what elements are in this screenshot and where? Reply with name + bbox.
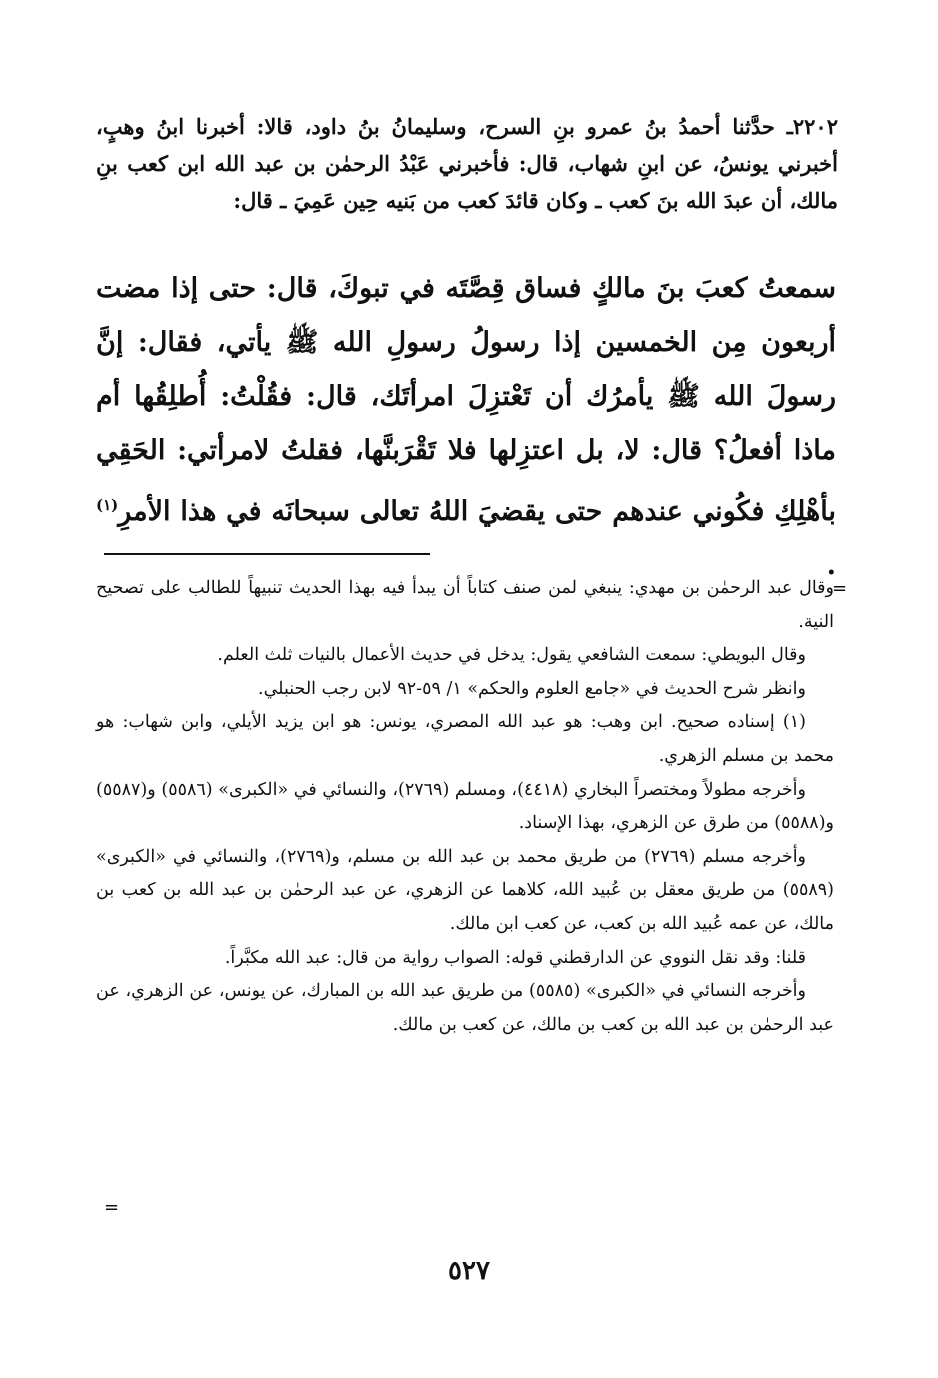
footnotes xyxy=(96,572,834,1042)
footnote-paragraph: وأخرجه النسائي في «الكبرى» (٥٥٨٥) من طريق عبد الله بن المبارك، عن يونس، عن الزهري، عن عبد الرحمٰن بن عبد الله بن كعب بن مالك، عن كعب بن مالك. xyxy=(96,981,834,1035)
continuation-mark-bottom: = xyxy=(104,1197,120,1218)
hadith-isnad: ٢٢٠٢ـ حدَّثنا أحمدُ بنُ عمرو بنِ السرح، وسليمانُ بنُ داود، قالا: أخبرنا ابنُ وهبٍ، أخبرني يونسُ، عن ابنِ شهاب، قال: فأخبرني عَبْدُ الرحمٰن بن عبد الله ابن كعب بنِ مالك، أن عبدَ الله بنَ كعب ـ وكان قائدَ كعب من بَنيه حِين عَمِيَ ـ قال: xyxy=(96,114,838,213)
hadith-matn-text: سمعتُ كعبَ بنَ مالكٍ فساق قِصَّتَه في تبوكَ، قال: حتى إذا مضت أربعون مِن الخمسين إذا رسولُ رسولِ الله ﷺ يأتي، فقال: إنَّ رسولَ الله ﷺ يأمرُك أن تَعْتزِلَ امرأتَك، قال: فقُلْتُ: أُطلِقُها أم ماذا أفعلُ؟ قال: لا، بل اعتزِلها فلا تَقْرَبنَّها، فقلتُ لامرأتي: الحَقِي بأهْلِكِ فكُوني عندهم حتى يقضيَ اللهُ تعالى سبحانَه في هذا الأمرِ xyxy=(96,273,836,527)
footnote-paragraph: وانظر شرح الحديث في «جامع العلوم والحكم» ١/ ٥٩-٩٢ لابن رجب الحنبلي. xyxy=(258,678,806,699)
footnote-paragraph: وأخرجه مطولاً ومختصراً البخاري (٤٤١٨)، ومسلم (٢٧٦٩)، والنسائي في «الكبرى» (٥٥٨٦) و(٥٥٨٧) و(٥٥٨٨) من طرق عن الزهري، بهذا الإسناد. xyxy=(96,779,834,834)
footnote-reference: (١) xyxy=(96,496,119,514)
hadith-matn-end: . xyxy=(826,550,836,581)
continuation-mark-top: = xyxy=(832,578,848,599)
page-number: ٥٢٧ xyxy=(448,1256,490,1286)
footnote-paragraph: قلنا: وقد نقل النووي عن الدارقطني قوله: الصواب رواية من قال: عبد الله مكبَّراً. xyxy=(224,947,806,968)
hadith-matn xyxy=(96,262,836,593)
footnote-paragraph: وأخرجه مسلم (٢٧٦٩) من طريق محمد بن عبد الله بن مسلم، و(٢٧٦٩)، والنسائي في «الكبرى» (٥٥٨٩) من طريق معقل بن عُبيد الله، كلاهما عن الزهري، عن عبد الرحمٰن بن عبد الله بن كعب بن مالك، عن عمه عُبيد الله بن كعب، عن كعب ابن مالك. xyxy=(96,846,834,934)
footnote-paragraph: وقال البويطي: سمعت الشافعي يقول: يدخل في حديث الأعمال بالنيات ثلث العلم. xyxy=(217,645,806,666)
footnote-paragraph: وقال عبد الرحمٰن بن مهدي: ينبغي لمن صنف كتاباً أن يبدأ فيه بهذا الحديث تنبيهاً للطالب على تصحيح النية. xyxy=(96,578,834,632)
footnote-paragraph: (١) إسناده صحيح. ابن وهب: هو عبد الله المصري، يونس: هو ابن يزيد الأيلي، وابن شهاب: هو محمد بن مسلم الزهري. xyxy=(96,712,834,766)
footnote-separator xyxy=(104,553,430,555)
